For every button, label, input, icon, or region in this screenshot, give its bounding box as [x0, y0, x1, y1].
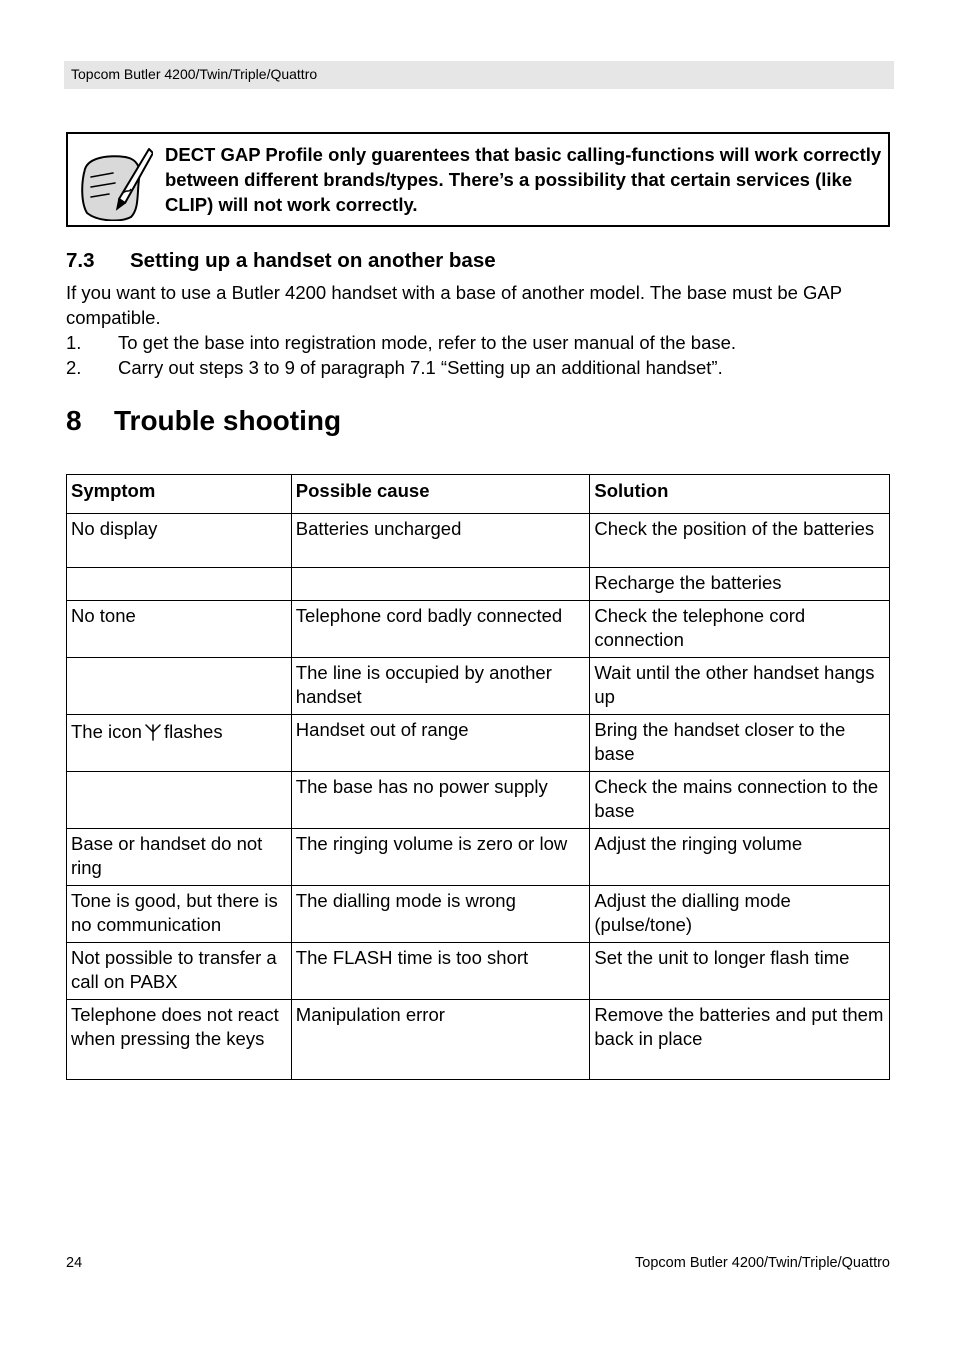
- list-item-text: Carry out steps 3 to 9 of paragraph 7.1 “Setting up an additional handset”.: [118, 357, 723, 378]
- note-pencil-icon: [79, 143, 153, 221]
- table-row: [67, 885, 890, 942]
- note-box: [66, 132, 890, 227]
- table-row: [67, 771, 890, 828]
- solution-cell: Check the mains connection to the base: [590, 771, 890, 828]
- troubleshooting-table: [66, 474, 890, 1080]
- column-header-symptom: Symptom: [67, 475, 292, 514]
- cause-cell: Manipulation error: [291, 999, 590, 1079]
- symptom-cell: [67, 714, 292, 771]
- table-row: [67, 600, 890, 657]
- solution-cell: Wait until the other handset hangs up: [590, 657, 890, 714]
- footer-title: Topcom Butler 4200/Twin/Triple/Quattro: [635, 1255, 890, 1271]
- table-row: [67, 942, 890, 999]
- symptom-cell: No display: [67, 514, 292, 568]
- symptom-text: The icon: [71, 720, 142, 742]
- cause-cell: Handset out of range: [291, 714, 590, 771]
- page-number: 24: [66, 1255, 83, 1271]
- symptom-cell: [67, 771, 292, 828]
- cause-cell: [291, 568, 590, 601]
- cause-cell: Batteries uncharged: [291, 514, 590, 568]
- solution-cell: Check the position of the batteries: [590, 514, 890, 568]
- column-header-solution: Solution: [590, 475, 890, 514]
- chapter-heading-8: [66, 404, 341, 438]
- cause-cell: The FLASH time is too short: [291, 942, 590, 999]
- table-row: [67, 999, 890, 1079]
- cause-cell: Telephone cord badly connected: [291, 600, 590, 657]
- solution-cell: Remove the batteries and put them back in place: [590, 999, 890, 1079]
- symptom-cell: No tone: [67, 600, 292, 657]
- table-row: [67, 828, 890, 885]
- cause-cell: The base has no power supply: [291, 771, 590, 828]
- chapter-number: 8: [66, 405, 82, 436]
- table-row: [67, 514, 890, 568]
- solution-cell: Recharge the batteries: [590, 568, 890, 601]
- solution-cell: Set the unit to longer flash time: [590, 942, 890, 999]
- symptom-text-suffix: flashes: [163, 720, 223, 742]
- symptom-cell: Not possible to transfer a call on PABX: [67, 942, 292, 999]
- table-row: [67, 568, 890, 601]
- solution-cell: Bring the handset closer to the base: [590, 714, 890, 771]
- symptom-cell: [67, 657, 292, 714]
- table-row: [67, 714, 890, 771]
- section-intro: If you want to use a Butler 4200 handset with a base of another model. The base must be GAP compatible.: [66, 282, 842, 328]
- list-item-number: 2.: [66, 357, 82, 378]
- solution-cell: Adjust the ringing volume: [590, 828, 890, 885]
- running-header: [64, 61, 894, 89]
- list-item: [66, 330, 890, 355]
- cause-cell: The line is occupied by another handset: [291, 657, 590, 714]
- table-row: [67, 657, 890, 714]
- list-item-number: 1.: [66, 332, 82, 353]
- cause-cell: The ringing volume is zero or low: [291, 828, 590, 885]
- section-number: 7.3: [66, 249, 95, 272]
- solution-cell: Adjust the dialling mode (pulse/tone): [590, 885, 890, 942]
- symptom-cell: [67, 568, 292, 601]
- column-header-possible-cause: Possible cause: [291, 475, 590, 514]
- section-heading-7-3: [66, 249, 496, 273]
- cause-cell: The dialling mode is wrong: [291, 885, 590, 942]
- solution-cell: Check the telephone cord connection: [590, 600, 890, 657]
- symptom-cell: Tone is good, but there is no communication: [67, 885, 292, 942]
- list-item: [66, 355, 890, 380]
- table-header-row: [67, 475, 890, 514]
- running-header-title: Topcom Butler 4200/Twin/Triple/Quattro: [71, 66, 318, 82]
- note-text: DECT GAP Profile only guarentees that basic calling-functions will work correctly between different brands/types. There’s a possibility that certain services (like CLIP) will not work correctly.: [165, 144, 882, 215]
- antenna-icon: [145, 723, 161, 741]
- symptom-cell: Base or handset do not ring: [67, 828, 292, 885]
- chapter-title: Trouble shooting: [114, 405, 342, 436]
- list-item-text: To get the base into registration mode, refer to the user manual of the base.: [118, 332, 737, 353]
- section-title: Setting up a handset on another base: [130, 249, 496, 272]
- symptom-cell: Telephone does not react when pressing the keys: [67, 999, 292, 1079]
